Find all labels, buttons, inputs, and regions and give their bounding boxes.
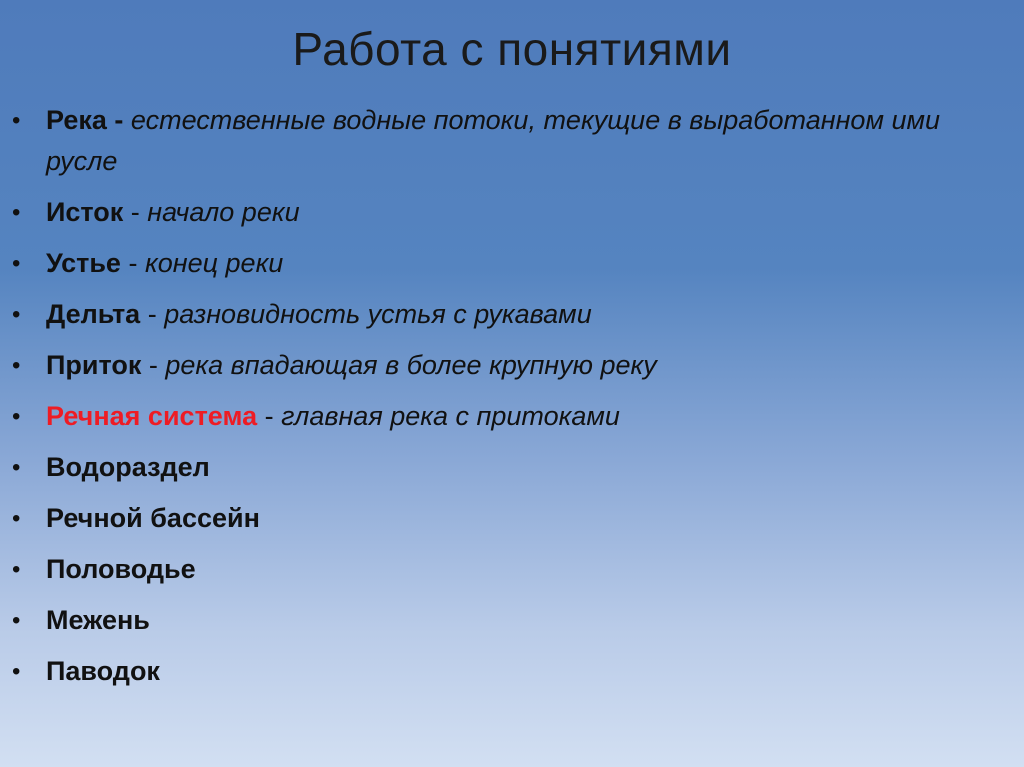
term: Дельта xyxy=(46,299,141,329)
term: Межень xyxy=(46,605,150,635)
separator: - xyxy=(120,248,145,278)
separator: - xyxy=(140,299,165,329)
list-item-flash-flood xyxy=(8,651,998,692)
bullet-icon: • xyxy=(12,250,21,277)
bullet-icon: • xyxy=(12,301,21,328)
term-highlighted: Речная система xyxy=(46,401,258,431)
definition: река впадающая в более крупную реку xyxy=(165,350,657,380)
separator: - xyxy=(257,401,282,431)
definition: конец реки xyxy=(144,248,284,278)
list-item-watershed xyxy=(8,447,998,488)
bullet-icon: • xyxy=(12,607,21,634)
term: Половодье xyxy=(46,554,196,584)
list-item-low-water xyxy=(8,600,998,641)
list-item-delta xyxy=(8,294,998,335)
separator: - xyxy=(123,197,148,227)
separator: - xyxy=(106,105,131,135)
list-item-source xyxy=(8,192,998,233)
list-item-river-basin xyxy=(8,498,998,539)
list-item-flood-season xyxy=(8,549,998,590)
term: Устье xyxy=(46,248,121,278)
bullet-icon: • xyxy=(12,403,21,430)
bullet-icon: • xyxy=(12,352,21,379)
definition: естественные водные потоки, текущие в выработанном ими русле xyxy=(46,105,940,176)
bullet-icon: • xyxy=(12,454,21,481)
separator: - xyxy=(141,350,166,380)
term: Водораздел xyxy=(46,452,210,482)
term: Исток xyxy=(46,197,124,227)
term: Река xyxy=(46,105,107,135)
bullet-icon: • xyxy=(12,107,21,134)
list-item-river-system xyxy=(8,396,998,437)
definition: начало реки xyxy=(147,197,300,227)
concept-list xyxy=(8,100,998,702)
definition: разновидность устья с рукавами xyxy=(164,299,592,329)
term: Приток xyxy=(46,350,142,380)
slide-title: Работа с понятиями xyxy=(292,23,732,75)
list-item-mouth xyxy=(8,243,998,284)
bullet-icon: • xyxy=(12,658,21,685)
bullet-icon: • xyxy=(12,505,21,532)
list-item-river xyxy=(8,100,998,182)
term: Паводок xyxy=(46,656,160,686)
bullet-icon: • xyxy=(12,199,21,226)
list-item-tributary xyxy=(8,345,998,386)
bullet-icon: • xyxy=(12,556,21,583)
term: Речной бассейн xyxy=(46,503,260,533)
definition: главная река с притоками xyxy=(281,401,620,431)
